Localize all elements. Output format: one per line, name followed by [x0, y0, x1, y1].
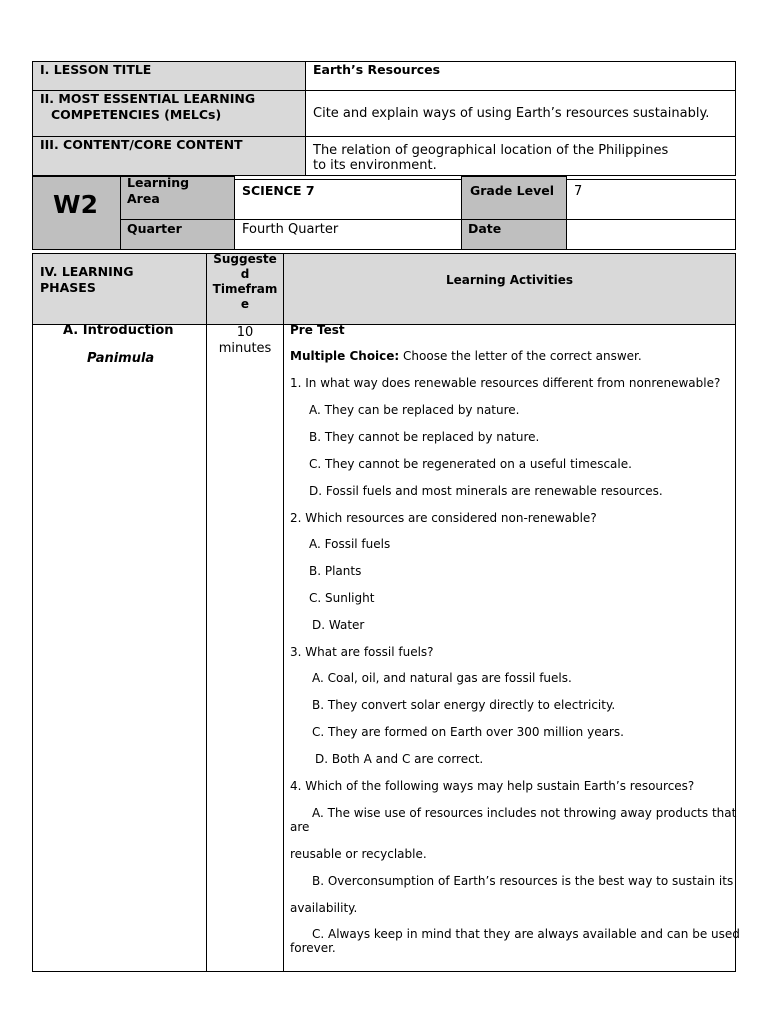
date-value-cell — [566, 219, 736, 250]
q4-option-b-line1: B. Overconsumption of Earth’s resources is the best way to sustain its — [312, 874, 734, 888]
melc-label-line1: II. MOST ESSENTIAL LEARNING — [40, 91, 256, 106]
time-cell — [206, 324, 284, 972]
timeframe-label-line2: d — [240, 267, 250, 281]
grade-level-value-cell — [566, 179, 736, 220]
content-value-line2: to its environment. — [313, 158, 437, 173]
activities-header-label: Learning Activities — [445, 273, 574, 287]
phases-label-line2: PHASES — [40, 280, 96, 295]
week-cell — [32, 176, 121, 250]
instruction-bold: Multiple Choice: — [290, 349, 400, 363]
grade-level-label: Grade Level — [470, 183, 554, 198]
week-label: W2 — [53, 190, 98, 219]
q4-option-a-line1: A. The wise use of resources includes not throwing away products that — [312, 806, 737, 820]
melc-value-cell — [305, 90, 736, 137]
q4-option-a-line2: are — [290, 820, 310, 834]
phases-header-cell — [32, 253, 207, 325]
phases-label-line1: IV. LEARNING — [40, 264, 134, 279]
q4-option-a-line3: reusable or recyclable. — [290, 847, 427, 861]
quarter-label-cell — [120, 219, 235, 250]
q2-option-a: A. Fossil fuels — [309, 537, 391, 551]
timeframe-label-line4: e — [240, 297, 250, 311]
q2-option-c: C. Sunlight — [309, 591, 375, 605]
date-label: Date — [468, 221, 502, 236]
melc-label-cell — [32, 90, 306, 137]
instruction-text: Choose the letter of the correct answer. — [399, 349, 642, 363]
activities-header-cell — [283, 253, 736, 325]
content-label: III. CONTENT/CORE CONTENT — [40, 137, 243, 152]
q3-option-d: D. Both A and C are correct. — [315, 752, 484, 766]
pretest-heading: Pre Test — [290, 323, 345, 337]
timeframe-header-cell — [206, 253, 284, 325]
time-value-line1: 10 — [236, 325, 254, 340]
content-value-line1: The relation of geographical location of the Philippines — [313, 143, 669, 158]
lesson-title-label: I. LESSON TITLE — [40, 62, 152, 77]
melc-value: Cite and explain ways of using Earth’s resources sustainably. — [313, 106, 710, 121]
learning-area-label-cell — [120, 176, 235, 220]
q4-option-c-line1: C. Always keep in mind that they are always available and can be used — [312, 927, 740, 941]
date-label-cell — [461, 219, 567, 250]
lesson-title-label-cell — [32, 61, 306, 91]
question-2: 2. Which resources are considered non-renewable? — [290, 511, 597, 525]
q2-option-d: D. Water — [312, 618, 365, 632]
q3-option-c: C. They are formed on Earth over 300 million years. — [312, 725, 624, 739]
panimula-label: Panimula — [87, 351, 155, 366]
q4-option-c-line2: forever. — [290, 941, 336, 955]
time-value-line2: minutes — [218, 341, 272, 356]
introduction-label: A. Introduction — [63, 323, 174, 338]
timeframe-label-line3: Timefram — [212, 282, 278, 296]
learning-area-value: SCIENCE 7 — [242, 183, 315, 198]
learning-area-value-cell — [234, 179, 462, 220]
quarter-label: Quarter — [127, 221, 182, 236]
content-label-cell — [32, 136, 306, 176]
timeframe-label-line1: Suggeste — [213, 252, 277, 266]
grade-level-value: 7 — [574, 184, 583, 199]
q4-option-b-line2: availability. — [290, 901, 358, 915]
q1-option-d: D. Fossil fuels and most minerals are renewable resources. — [309, 484, 663, 498]
question-3: 3. What are fossil fuels? — [290, 645, 434, 659]
q1-option-b: B. They cannot be replaced by nature. — [309, 430, 540, 444]
q1-option-c: C. They cannot be regenerated on a useful timescale. — [309, 457, 632, 471]
q1-option-a: A. They can be replaced by nature. — [309, 403, 520, 417]
content-value-cell — [305, 136, 736, 176]
quarter-value: Fourth Quarter — [242, 222, 339, 237]
grade-level-label-cell — [461, 176, 567, 220]
q3-option-b: B. They convert solar energy directly to electricity. — [312, 698, 616, 712]
quarter-value-cell — [234, 219, 462, 250]
lesson-title-value-cell — [305, 61, 736, 91]
learning-area-label-line2: Area — [127, 191, 160, 206]
lesson-title-value: Earth’s Resources — [313, 62, 441, 77]
learning-area-label-line1: Learning — [127, 175, 190, 190]
q2-option-b: B. Plants — [309, 564, 362, 578]
question-1: 1. In what way does renewable resources different from nonrenewable? — [290, 376, 721, 390]
instruction — [290, 349, 642, 363]
phase-cell — [32, 324, 207, 972]
melc-label-line2: COMPETENCIES (MELCs) — [51, 107, 222, 122]
q3-option-a: A. Coal, oil, and natural gas are fossil fuels. — [312, 671, 572, 685]
question-4: 4. Which of the following ways may help sustain Earth’s resources? — [290, 779, 695, 793]
